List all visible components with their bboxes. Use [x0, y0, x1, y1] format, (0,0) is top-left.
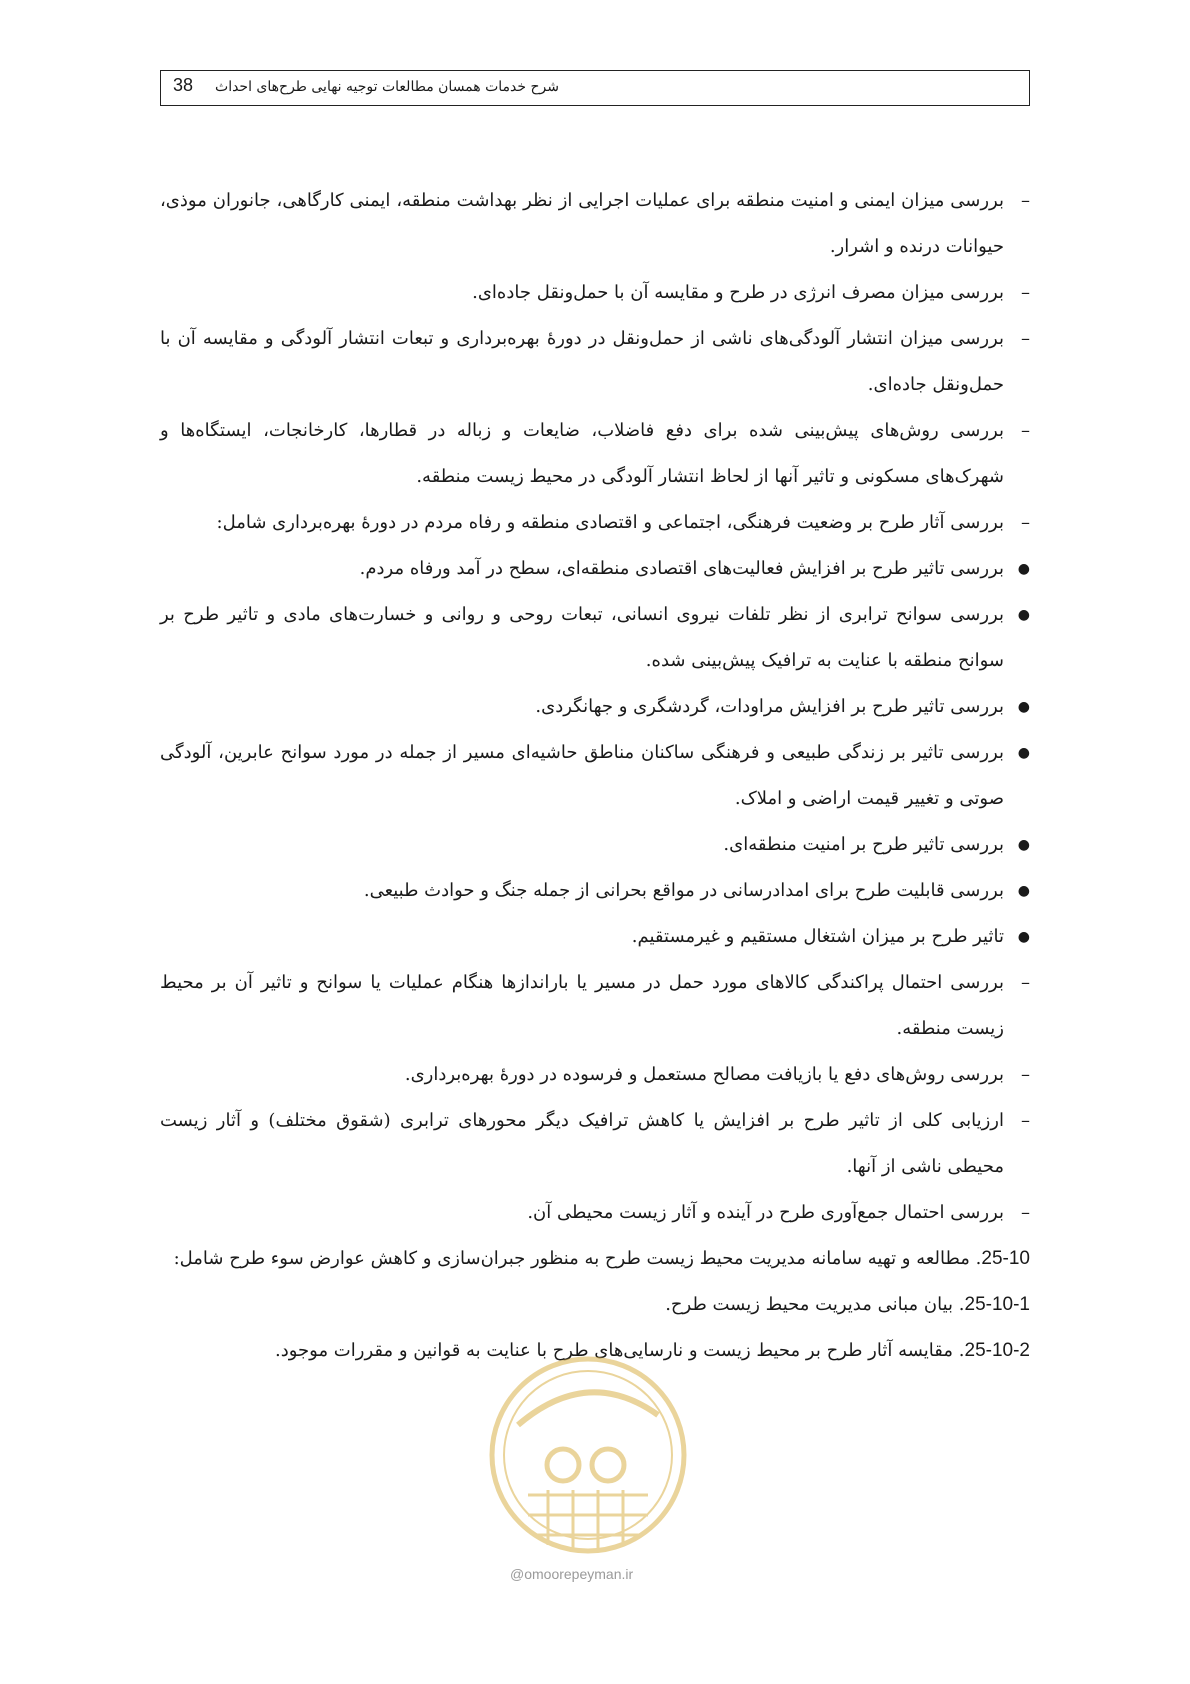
bullet-icon: ●	[1017, 837, 1030, 853]
watermark-url: @omoorepeyman.ir	[510, 1566, 634, 1582]
bullet-item	[160, 914, 1030, 960]
bullet-item	[160, 546, 1030, 592]
item-text: بررسی احتمال جمع‌آوری طرح در آینده و آثار زیست محیطی آن.	[527, 1202, 1004, 1223]
item-text: بررسی میزان انتشار آلودگی‌های ناشی از حمل‌ونقل در دورهٔ بهره‌برداری و تبعات انتشار آلودگی و مقایسه آن با حمل‌ونقل جاده‌ای.	[160, 328, 1004, 395]
item-text: بررسی آثار طرح بر وضعیت فرهنگی، اجتماعی و اقتصادی منطقه و رفاه مردم در دورهٔ بهره‌برداری شامل:	[216, 512, 1004, 533]
dash-marker: –	[1021, 420, 1030, 441]
page-header	[160, 70, 1030, 106]
bullet-icon: ●	[1017, 883, 1030, 899]
bullet-icon: ●	[1017, 607, 1030, 623]
dash-marker: –	[1021, 1064, 1030, 1085]
bullet-item	[160, 868, 1030, 914]
list-item	[160, 1190, 1030, 1236]
bullet-item	[160, 730, 1030, 822]
bullet-icon: ●	[1017, 929, 1030, 945]
page-number: 38	[173, 75, 194, 95]
list-item	[160, 1098, 1030, 1190]
list-item	[160, 178, 1030, 270]
running-title: شرح خدمات همسان مطالعات توجیه نهایی طرح‌های احداث	[215, 79, 559, 95]
item-text: بررسی میزان مصرف انرژی در طرح و مقایسه آن با حمل‌ونقل جاده‌ای.	[472, 282, 1004, 303]
list-item	[160, 960, 1030, 1052]
bullet-icon: ●	[1017, 561, 1030, 577]
item-text: بررسی میزان ایمنی و امنیت منطقه برای عملیات اجرایی از نظر بهداشت منطقه، ایمنی کارگاهی، جانوران موذی، حیوانات درنده و اشرار.	[160, 190, 1004, 257]
bullet-item	[160, 684, 1030, 730]
subsection-heading: 25-10-1. بیان مبانی مدیریت محیط زیست طرح.	[160, 1282, 1030, 1328]
section-number: 25-10	[981, 1248, 1030, 1269]
item-text: بررسی تاثیر طرح بر افزایش فعالیت‌های اقتصادی منطقه‌ای، سطح در آمد ورفاه مردم.	[359, 558, 1004, 579]
bullet-icon: ●	[1017, 745, 1030, 761]
dash-marker: –	[1021, 190, 1030, 211]
item-text: ارزیابی کلی از تاثیر طرح بر افزایش یا کاهش ترافیک دیگر محورهای ترابری (شقوق مختلف) و آثار زیست محیطی ناشی از آنها.	[160, 1110, 1004, 1177]
item-text: بررسی سوانح ترابری از نظر تلفات نیروی انسانی، تبعات روحی و روانی و خسارت‌های مادی و تاثیر طرح بر سوانح منطقه با عنایت به ترافیک پیش‌بینی شده.	[160, 604, 1004, 671]
bullet-item	[160, 822, 1030, 868]
document-body	[160, 178, 1030, 1374]
section-heading: 25-10. مطالعه و تهیه سامانه مدیریت محیط زیست طرح به منظور جبران‌سازی و کاهش عوارض سوء طرح شامل:	[160, 1236, 1030, 1282]
dash-marker: –	[1021, 1202, 1030, 1223]
dash-marker: –	[1021, 972, 1030, 993]
list-item	[160, 500, 1030, 546]
dash-marker: –	[1021, 512, 1030, 533]
dash-marker: –	[1021, 1110, 1030, 1131]
item-text: بررسی تاثیر طرح بر امنیت منطقه‌ای.	[723, 834, 1004, 855]
dash-marker: –	[1021, 328, 1030, 349]
item-text: بررسی تاثیر بر زندگی طبیعی و فرهنگی ساکنان مناطق حاشیه‌ای مسیر از جمله در مورد سوانح عابرین، آلودگی صوتی و تغییر قیمت اراضی و املاک.	[160, 742, 1004, 809]
dash-marker: –	[1021, 282, 1030, 303]
item-text: بررسی قابلیت طرح برای امدادرسانی در مواقع بحرانی از جمله جنگ و حوادث طبیعی.	[363, 880, 1004, 901]
list-item	[160, 1052, 1030, 1098]
list-item	[160, 316, 1030, 408]
item-text: بررسی روش‌های پیش‌بینی شده برای دفع فاضلاب، ضایعات و زباله در قطارها، کارخانجات، ایستگاه‌ها و شهرک‌های مسکونی و تاثیر آنها از لحاظ انتشار آلودگی در محیط زیست منطقه.	[160, 420, 1004, 487]
section-text: مقایسه آثار طرح بر محیط زیست و نارسایی‌های طرح با عنایت به قوانین و مقررات موجود.	[274, 1340, 954, 1361]
section-number: 25-10-1	[964, 1294, 1030, 1315]
item-text: بررسی تاثیر طرح بر افزایش مراودات، گردشگری و جهانگردی.	[535, 696, 1004, 717]
bullet-item	[160, 592, 1030, 684]
item-text: بررسی روش‌های دفع یا بازیافت مصالح مستعمل و فرسوده در دورهٔ بهره‌برداری.	[404, 1064, 1004, 1085]
section-number: 25-10-2	[964, 1340, 1030, 1361]
list-item	[160, 270, 1030, 316]
subsection-heading: 25-10-2. مقایسه آثار طرح بر محیط زیست و نارسایی‌های طرح با عنایت به قوانین و مقررات موجود.	[160, 1328, 1030, 1374]
section-text: بیان مبانی مدیریت محیط زیست طرح.	[665, 1294, 954, 1315]
item-text: تاثیر طرح بر میزان اشتغال مستقیم و غیرمستقیم.	[631, 926, 1004, 947]
bullet-icon: ●	[1017, 699, 1030, 715]
item-text: بررسی احتمال پراکندگی کالاهای مورد حمل در مسیر یا باراندازها هنگام عملیات یا سوانح و تاثیر آن بر محیط زیست منطقه.	[160, 972, 1004, 1039]
list-item	[160, 408, 1030, 500]
section-text: مطالعه و تهیه سامانه مدیریت محیط زیست طرح به منظور جبران‌سازی و کاهش عوارض سوء طرح شامل:	[173, 1248, 970, 1269]
